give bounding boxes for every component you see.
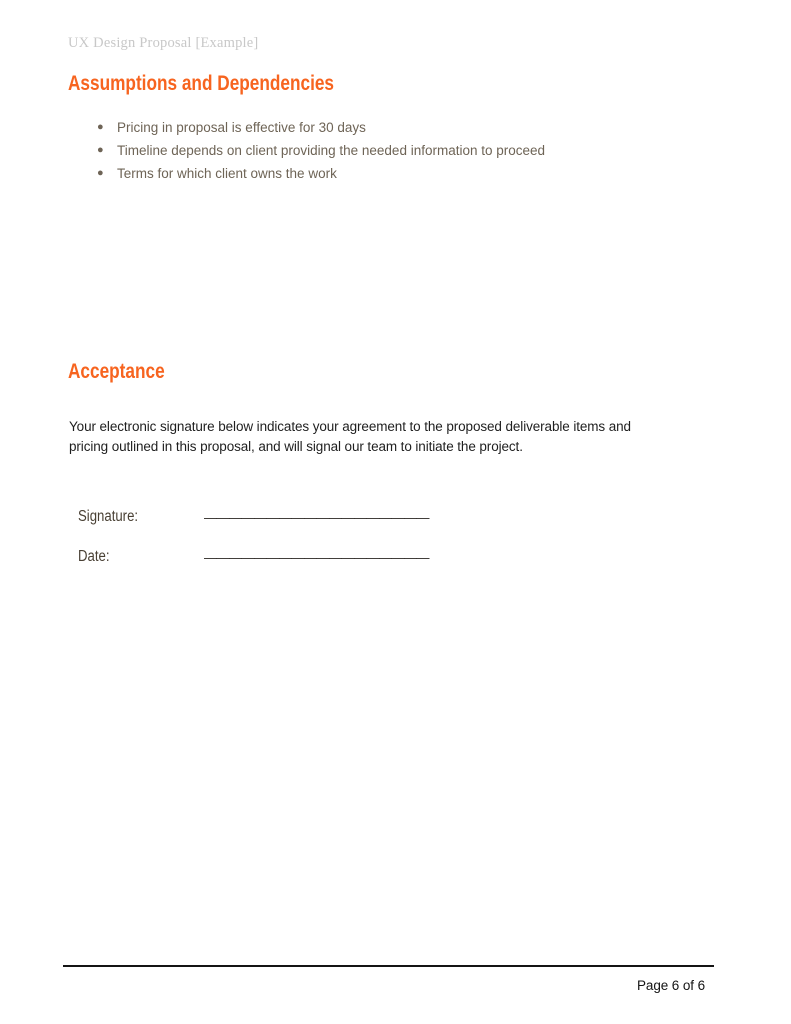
date-row: [78, 548, 678, 572]
heading-assumptions-and-dependencies: Assumptions and Dependencies: [68, 72, 335, 95]
bullet-item: [97, 139, 545, 162]
bullet-dot-icon: ●: [97, 167, 104, 179]
bullet-item-text: Timeline depends on client providing the needed information to proceed: [117, 143, 546, 158]
page-number: Page 6 of 6: [637, 978, 705, 993]
footer-divider: [63, 965, 714, 967]
bullet-item-text: Pricing in proposal is effective for 30 days: [117, 120, 366, 135]
date-label: Date:: [78, 548, 110, 565]
bullet-dot-icon: ●: [97, 144, 104, 156]
bullet-dot-icon: ●: [97, 121, 104, 133]
paragraph-line: Your electronic signature below indicates your agreement to the proposed deliverable items and: [69, 419, 631, 434]
signature-line: ——————————————————: [204, 510, 429, 525]
date-line: ——————————————————: [204, 550, 429, 565]
signature-row: [78, 508, 678, 532]
heading-acceptance: Acceptance: [68, 360, 165, 383]
paragraph-line: pricing outlined in this proposal, and will signal our team to initiate the project.: [69, 439, 523, 454]
bullet-item: [97, 162, 545, 185]
bullet-item: [97, 116, 545, 139]
acceptance-paragraph: [69, 417, 631, 457]
assumptions-bullet-list: [97, 116, 545, 185]
bullet-item-text: Terms for which client owns the work: [117, 166, 337, 181]
signature-label: Signature:: [78, 508, 139, 525]
running-header: UX Design Proposal [Example]: [68, 35, 259, 51]
